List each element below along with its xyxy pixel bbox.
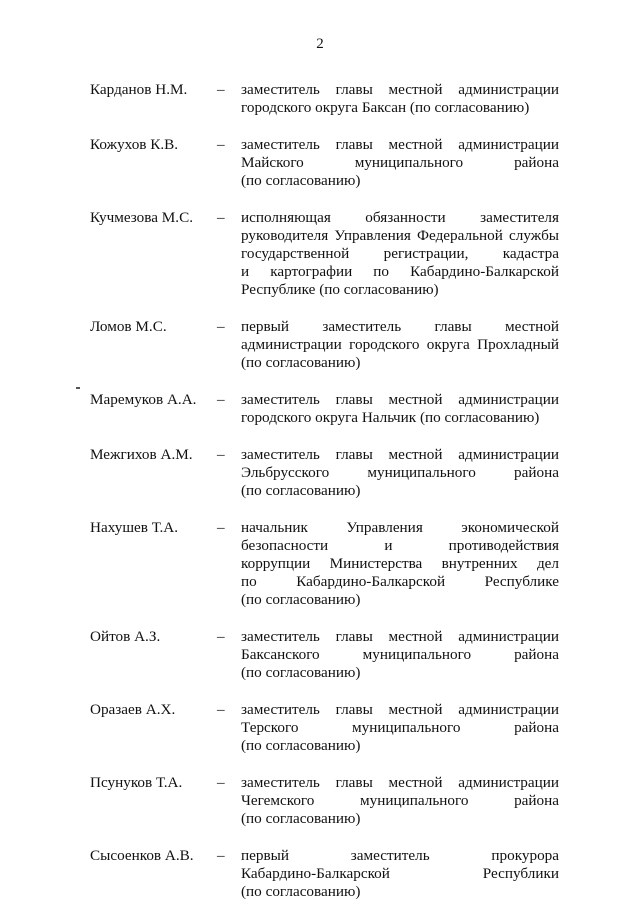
member-name: Оразаев А.Х. — [90, 701, 176, 718]
member-position — [241, 847, 559, 901]
position-line: Эльбрусского муниципального района — [241, 464, 559, 481]
position-line: городского округа Баксан (по согласованию) — [241, 99, 530, 116]
position-line: заместитель главы местной администрации — [241, 774, 559, 791]
member-position — [241, 81, 559, 117]
member-position — [241, 628, 559, 682]
position-line: исполняющая обязанности заместителя — [241, 209, 559, 226]
member-position — [241, 318, 559, 372]
member-entry — [0, 519, 640, 609]
member-entry — [0, 136, 640, 190]
position-line: и картографии по Кабардино-Балкарской — [241, 263, 559, 280]
dash-separator: – — [217, 391, 225, 408]
position-line: заместитель главы местной администрации — [241, 628, 559, 645]
position-line: заместитель главы местной администрации — [241, 136, 559, 153]
position-line: (по согласованию) — [241, 172, 361, 189]
member-entry — [0, 391, 640, 427]
member-entry — [0, 628, 640, 682]
member-name: Карданов Н.М. — [90, 81, 188, 98]
position-line: (по согласованию) — [241, 482, 361, 499]
member-name: Кучмезова М.С. — [90, 209, 193, 226]
dash-separator: – — [217, 81, 225, 98]
position-line: Чегемского муниципального района — [241, 792, 559, 809]
dash-separator: – — [217, 774, 225, 791]
position-line: Баксанского муниципального района — [241, 646, 559, 663]
position-line: первый заместитель главы местной — [241, 318, 559, 335]
position-line: Кабардино-Балкарской Республики — [241, 865, 559, 882]
member-name: Ломов М.С. — [90, 318, 167, 335]
members-list — [0, 81, 640, 920]
member-entry — [0, 701, 640, 755]
member-position — [241, 446, 559, 500]
position-line: заместитель главы местной администрации — [241, 391, 559, 408]
position-line: коррупции Министерства внутренних дел — [241, 555, 559, 572]
scan-speck — [76, 387, 80, 389]
member-name: Маремуков А.А. — [90, 391, 197, 408]
member-name: Ойтов А.З. — [90, 628, 161, 645]
member-entry — [0, 209, 640, 299]
position-line: начальник Управления экономической — [241, 519, 559, 536]
member-position — [241, 701, 559, 755]
position-line: Терского муниципального района — [241, 719, 559, 736]
member-position — [241, 519, 559, 609]
dash-separator: – — [217, 628, 225, 645]
position-line: по Кабардино-Балкарской Республике — [241, 573, 559, 590]
member-entry — [0, 81, 640, 117]
member-entry — [0, 446, 640, 500]
member-name: Сысоенков А.В. — [90, 847, 194, 864]
position-line: (по согласованию) — [241, 737, 361, 754]
position-line: заместитель главы местной администрации — [241, 446, 559, 463]
position-line: руководителя Управления Федеральной службы — [241, 227, 559, 244]
dash-separator: – — [217, 209, 225, 226]
member-entry — [0, 774, 640, 828]
member-name: Кожухов К.В. — [90, 136, 179, 153]
position-line: (по согласованию) — [241, 810, 361, 827]
member-position — [241, 136, 559, 190]
member-position — [241, 209, 559, 299]
member-name: Межгихов А.М. — [90, 446, 193, 463]
dash-separator: – — [217, 847, 225, 864]
page-number: 2 — [316, 36, 324, 52]
position-line: (по согласованию) — [241, 664, 361, 681]
position-line: первый заместитель прокурора — [241, 847, 559, 864]
position-line: (по согласованию) — [241, 591, 361, 608]
dash-separator: – — [217, 519, 225, 536]
position-line: Республике (по согласованию) — [241, 281, 439, 298]
position-line: заместитель главы местной администрации — [241, 701, 559, 718]
member-position — [241, 391, 559, 427]
member-entry — [0, 847, 640, 901]
dash-separator: – — [217, 136, 225, 153]
member-entry — [0, 318, 640, 372]
position-line: (по согласованию) — [241, 354, 361, 371]
position-line: администрации городского округа Прохладный — [241, 336, 559, 353]
position-line: безопасности и противодействия — [241, 537, 559, 554]
dash-separator: – — [217, 446, 225, 463]
position-line: Майского муниципального района — [241, 154, 559, 171]
position-line: заместитель главы местной администрации — [241, 81, 559, 98]
position-line: городского округа Нальчик (по согласованию) — [241, 409, 540, 426]
dash-separator: – — [217, 701, 225, 718]
member-name: Псунуков Т.А. — [90, 774, 183, 791]
member-name: Нахушев Т.А. — [90, 519, 179, 536]
position-line: государственной регистрации, кадастра — [241, 245, 559, 262]
member-position — [241, 774, 559, 828]
dash-separator: – — [217, 318, 225, 335]
position-line: (по согласованию) — [241, 883, 361, 900]
